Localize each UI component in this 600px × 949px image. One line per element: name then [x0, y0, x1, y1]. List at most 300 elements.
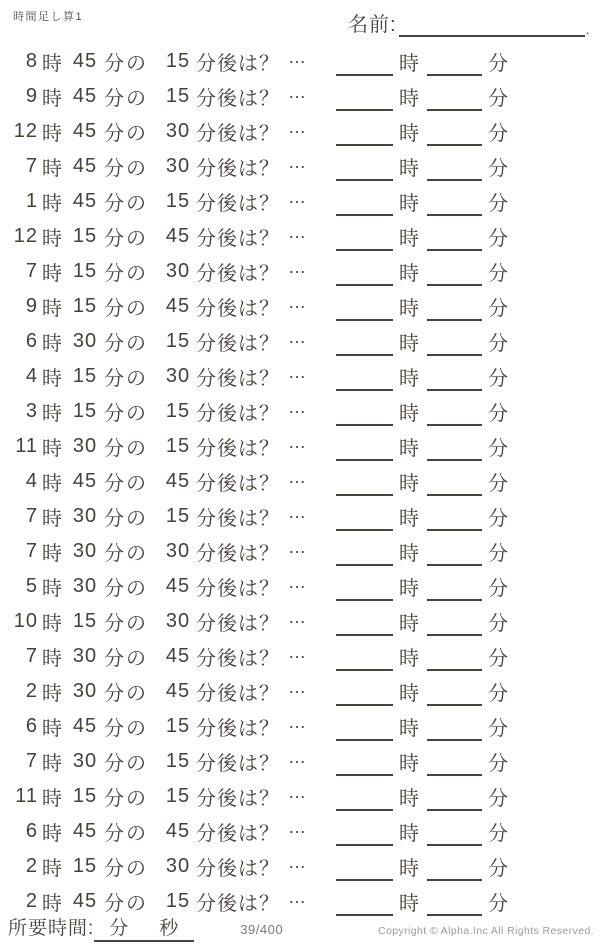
worksheet-title: 時間足し算1: [13, 11, 84, 23]
answer-hour-blank: [336, 249, 393, 251]
problem-start-minute: 30: [72, 645, 98, 667]
problem-start-minute: 45: [72, 890, 98, 912]
problem-after-minutes: 30: [165, 855, 191, 877]
problem-hour: 4: [25, 365, 38, 387]
after-question-label: 分後は？: [196, 893, 280, 915]
hour-unit-label: 時: [42, 88, 62, 110]
problem-start-minute: 15: [72, 785, 98, 807]
problem-row: [0, 534, 600, 569]
problem-hour: 7: [25, 645, 38, 667]
problem-hour: 7: [25, 260, 38, 282]
problem-hour: 9: [25, 85, 38, 107]
answer-minute-unit-label: 分: [488, 473, 508, 495]
answer-minute-unit-label: 分: [488, 333, 508, 355]
answer-hour-blank: [336, 739, 393, 741]
minute-of-label: 分の: [104, 473, 148, 495]
ellipsis: …: [288, 327, 306, 347]
answer-hour-blank: [336, 144, 393, 146]
problem-row: [0, 184, 600, 219]
after-question-label: 分後は？: [196, 228, 280, 250]
answer-minute-unit-label: 分: [488, 578, 508, 600]
ellipsis: …: [288, 257, 306, 277]
ellipsis: …: [288, 607, 306, 627]
problem-row: [0, 324, 600, 359]
problem-hour: 2: [25, 680, 38, 702]
answer-minute-unit-label: 分: [488, 753, 508, 775]
problem-start-minute: 15: [72, 260, 98, 282]
answer-minute-unit-label: 分: [488, 88, 508, 110]
answer-hour-blank: [336, 319, 393, 321]
after-question-label: 分後は？: [196, 823, 280, 845]
problem-row: [0, 464, 600, 499]
problem-start-minute: 15: [72, 365, 98, 387]
ellipsis: …: [288, 432, 306, 452]
problem-row: [0, 499, 600, 534]
answer-hour-unit-label: 時: [399, 753, 419, 775]
answer-hour-unit-label: 時: [399, 123, 419, 145]
problem-hour: 9: [25, 295, 38, 317]
elapsed-second-unit-label: 秒: [159, 918, 180, 939]
answer-hour-unit-label: 時: [399, 893, 419, 915]
after-question-label: 分後は？: [196, 368, 280, 390]
hour-unit-label: 時: [42, 578, 62, 600]
minute-of-label: 分の: [104, 88, 148, 110]
answer-minute-blank: [427, 564, 482, 566]
after-question-label: 分後は？: [196, 683, 280, 705]
answer-hour-unit-label: 時: [399, 718, 419, 740]
answer-minute-blank: [427, 634, 482, 636]
problem-after-minutes: 45: [165, 470, 191, 492]
hour-unit-label: 時: [42, 858, 62, 880]
answer-minute-unit-label: 分: [488, 788, 508, 810]
problem-start-minute: 45: [72, 155, 98, 177]
after-question-label: 分後は？: [196, 263, 280, 285]
problem-hour: 6: [25, 715, 38, 737]
hour-unit-label: 時: [42, 893, 62, 915]
answer-hour-unit-label: 時: [399, 438, 419, 460]
minute-of-label: 分の: [104, 718, 148, 740]
answer-minute-unit-label: 分: [488, 718, 508, 740]
answer-hour-unit-label: 時: [399, 648, 419, 670]
problem-after-minutes: 30: [165, 120, 191, 142]
problem-hour: 10: [13, 610, 38, 632]
problem-row: [0, 569, 600, 604]
answer-minute-unit-label: 分: [488, 543, 508, 565]
answer-hour-unit-label: 時: [399, 403, 419, 425]
hour-unit-label: 時: [42, 543, 62, 565]
answer-minute-blank: [427, 389, 482, 391]
problem-after-minutes: 30: [165, 365, 191, 387]
problem-start-minute: 30: [72, 330, 98, 352]
answer-minute-unit-label: 分: [488, 648, 508, 670]
answer-hour-unit-label: 時: [399, 543, 419, 565]
minute-of-label: 分の: [104, 368, 148, 390]
hour-unit-label: 時: [42, 403, 62, 425]
problem-after-minutes: 45: [165, 645, 191, 667]
problem-row: [0, 849, 600, 884]
minute-of-label: 分の: [104, 508, 148, 530]
problem-hour: 4: [25, 470, 38, 492]
problem-row: [0, 709, 600, 744]
hour-unit-label: 時: [42, 648, 62, 670]
ellipsis: …: [288, 677, 306, 697]
minute-of-label: 分の: [104, 158, 148, 180]
problem-hour: 12: [13, 120, 38, 142]
hour-unit-label: 時: [42, 718, 62, 740]
minute-of-label: 分の: [104, 298, 148, 320]
minute-of-label: 分の: [104, 753, 148, 775]
answer-hour-blank: [336, 704, 393, 706]
problem-hour: 7: [25, 750, 38, 772]
problem-after-minutes: 15: [165, 750, 191, 772]
answer-hour-blank: [336, 179, 393, 181]
problem-hour: 11: [15, 785, 38, 807]
problem-start-minute: 30: [72, 680, 98, 702]
answer-hour-blank: [336, 844, 393, 846]
problem-start-minute: 45: [72, 50, 98, 72]
after-question-label: 分後は？: [196, 123, 280, 145]
problem-after-minutes: 45: [165, 680, 191, 702]
ellipsis: …: [288, 817, 306, 837]
problem-row: [0, 814, 600, 849]
answer-minute-blank: [427, 179, 482, 181]
answer-hour-unit-label: 時: [399, 683, 419, 705]
hour-unit-label: 時: [42, 613, 62, 635]
answer-hour-blank: [336, 424, 393, 426]
ellipsis: …: [288, 852, 306, 872]
answer-hour-blank: [336, 494, 393, 496]
ellipsis: …: [288, 537, 306, 557]
after-question-label: 分後は？: [196, 438, 280, 460]
ellipsis: …: [288, 187, 306, 207]
answer-minute-blank: [427, 284, 482, 286]
answer-minute-unit-label: 分: [488, 893, 508, 915]
answer-hour-unit-label: 時: [399, 823, 419, 845]
problem-row: [0, 674, 600, 709]
after-question-label: 分後は？: [196, 333, 280, 355]
answer-minute-blank: [427, 74, 482, 76]
answer-hour-blank: [336, 214, 393, 216]
answer-hour-unit-label: 時: [399, 193, 419, 215]
after-question-label: 分後は？: [196, 718, 280, 740]
problem-row: [0, 779, 600, 814]
ellipsis: …: [288, 502, 306, 522]
answer-minute-unit-label: 分: [488, 298, 508, 320]
problem-row: [0, 289, 600, 324]
answer-minute-unit-label: 分: [488, 263, 508, 285]
answer-minute-blank: [427, 424, 482, 426]
answer-minute-blank: [427, 354, 482, 356]
answer-hour-unit-label: 時: [399, 858, 419, 880]
minute-of-label: 分の: [104, 893, 148, 915]
answer-minute-unit-label: 分: [488, 53, 508, 75]
answer-hour-unit-label: 時: [399, 333, 419, 355]
problem-row: [0, 394, 600, 429]
answer-hour-unit-label: 時: [399, 613, 419, 635]
problem-start-minute: 15: [72, 295, 98, 317]
hour-unit-label: 時: [42, 823, 62, 845]
problem-hour: 1: [25, 190, 38, 212]
answer-minute-unit-label: 分: [488, 508, 508, 530]
hour-unit-label: 時: [42, 123, 62, 145]
after-question-label: 分後は？: [196, 858, 280, 880]
problem-after-minutes: 15: [165, 400, 191, 422]
hour-unit-label: 時: [42, 333, 62, 355]
problem-after-minutes: 45: [165, 225, 191, 247]
answer-hour-unit-label: 時: [399, 578, 419, 600]
minute-of-label: 分の: [104, 648, 148, 670]
answer-hour-unit-label: 時: [399, 158, 419, 180]
answer-hour-blank: [336, 529, 393, 531]
after-question-label: 分後は？: [196, 193, 280, 215]
answer-minute-unit-label: 分: [488, 823, 508, 845]
after-question-label: 分後は？: [196, 648, 280, 670]
page-indicator: 39/400: [240, 922, 284, 937]
answer-hour-blank: [336, 599, 393, 601]
answer-hour-unit-label: 時: [399, 368, 419, 390]
problem-hour: 11: [15, 435, 38, 457]
minute-of-label: 分の: [104, 228, 148, 250]
answer-hour-unit-label: 時: [399, 298, 419, 320]
minute-of-label: 分の: [104, 683, 148, 705]
hour-unit-label: 時: [42, 753, 62, 775]
problem-after-minutes: 15: [165, 505, 191, 527]
answer-minute-blank: [427, 844, 482, 846]
answer-minute-blank: [427, 319, 482, 321]
answer-minute-blank: [427, 109, 482, 111]
problem-after-minutes: 15: [165, 785, 191, 807]
problem-start-minute: 45: [72, 85, 98, 107]
minute-of-label: 分の: [104, 438, 148, 460]
problem-start-minute: 30: [72, 575, 98, 597]
after-question-label: 分後は？: [196, 788, 280, 810]
answer-hour-blank: [336, 634, 393, 636]
after-question-label: 分後は？: [196, 298, 280, 320]
hour-unit-label: 時: [42, 508, 62, 530]
ellipsis: …: [288, 572, 306, 592]
answer-minute-unit-label: 分: [488, 438, 508, 460]
after-question-label: 分後は？: [196, 158, 280, 180]
problem-row: [0, 429, 600, 464]
answer-minute-blank: [427, 809, 482, 811]
minute-of-label: 分の: [104, 858, 148, 880]
after-question-label: 分後は？: [196, 53, 280, 75]
after-question-label: 分後は？: [196, 403, 280, 425]
ellipsis: …: [288, 222, 306, 242]
problem-after-minutes: 30: [165, 540, 191, 562]
ellipsis: …: [288, 47, 306, 67]
answer-minute-unit-label: 分: [488, 683, 508, 705]
problem-start-minute: 45: [72, 470, 98, 492]
hour-unit-label: 時: [42, 228, 62, 250]
answer-minute-unit-label: 分: [488, 193, 508, 215]
hour-unit-label: 時: [42, 788, 62, 810]
problem-hour: 5: [25, 575, 38, 597]
hour-unit-label: 時: [42, 438, 62, 460]
answer-minute-blank: [427, 214, 482, 216]
problem-after-minutes: 15: [165, 50, 191, 72]
problem-row: [0, 79, 600, 114]
ellipsis: …: [288, 117, 306, 137]
answer-hour-unit-label: 時: [399, 228, 419, 250]
minute-of-label: 分の: [104, 823, 148, 845]
problem-start-minute: 15: [72, 225, 98, 247]
footer: [0, 913, 594, 942]
problem-row: [0, 44, 600, 79]
problem-row: [0, 149, 600, 184]
answer-hour-unit-label: 時: [399, 88, 419, 110]
problem-start-minute: 15: [72, 610, 98, 632]
answer-hour-blank: [336, 809, 393, 811]
answer-minute-unit-label: 分: [488, 858, 508, 880]
minute-of-label: 分の: [104, 788, 148, 810]
after-question-label: 分後は？: [196, 508, 280, 530]
ellipsis: …: [288, 467, 306, 487]
name-line-end-mark: .: [585, 21, 590, 37]
answer-minute-blank: [427, 739, 482, 741]
answer-minute-unit-label: 分: [488, 123, 508, 145]
answer-minute-unit-label: 分: [488, 158, 508, 180]
answer-minute-blank: [427, 669, 482, 671]
elapsed-minute-unit-label: 分: [109, 918, 130, 939]
problem-start-minute: 30: [72, 435, 98, 457]
answer-hour-unit-label: 時: [399, 263, 419, 285]
hour-unit-label: 時: [42, 53, 62, 75]
hour-unit-label: 時: [42, 263, 62, 285]
answer-minute-blank: [427, 704, 482, 706]
answer-hour-blank: [336, 74, 393, 76]
answer-minute-unit-label: 分: [488, 228, 508, 250]
ellipsis: …: [288, 747, 306, 767]
answer-minute-unit-label: 分: [488, 368, 508, 390]
elapsed-time-blank: [94, 913, 194, 942]
answer-hour-blank: [336, 774, 393, 776]
problem-row: [0, 604, 600, 639]
answer-hour-blank: [336, 284, 393, 286]
ellipsis: …: [288, 292, 306, 312]
name-entry-line[interactable]: [399, 15, 585, 37]
problem-hour: 8: [25, 50, 38, 72]
after-question-label: 分後は？: [196, 543, 280, 565]
answer-minute-blank: [427, 879, 482, 881]
problem-after-minutes: 15: [165, 890, 191, 912]
after-question-label: 分後は？: [196, 753, 280, 775]
problem-row: [0, 114, 600, 149]
problem-hour: 2: [25, 855, 38, 877]
problem-after-minutes: 45: [165, 295, 191, 317]
problem-hour: 3: [25, 400, 38, 422]
answer-minute-blank: [427, 459, 482, 461]
elapsed-time-label: 所要時間:: [8, 918, 95, 939]
answer-minute-blank: [427, 494, 482, 496]
answer-minute-blank: [427, 144, 482, 146]
ellipsis: …: [288, 152, 306, 172]
copyright-text: Copyright © Alpha.Inc All Rights Reserved.: [378, 925, 594, 937]
problem-hour: 2: [25, 890, 38, 912]
hour-unit-label: 時: [42, 368, 62, 390]
problem-after-minutes: 15: [165, 435, 191, 457]
minute-of-label: 分の: [104, 193, 148, 215]
problem-after-minutes: 15: [165, 330, 191, 352]
minute-of-label: 分の: [104, 333, 148, 355]
answer-hour-unit-label: 時: [399, 508, 419, 530]
answer-minute-blank: [427, 529, 482, 531]
name-block: [348, 8, 589, 37]
answer-minute-blank: [427, 774, 482, 776]
problem-start-minute: 45: [72, 120, 98, 142]
problem-after-minutes: 30: [165, 610, 191, 632]
minute-of-label: 分の: [104, 403, 148, 425]
answer-hour-blank: [336, 564, 393, 566]
hour-unit-label: 時: [42, 473, 62, 495]
answer-hour-blank: [336, 109, 393, 111]
answer-minute-unit-label: 分: [488, 613, 508, 635]
ellipsis: …: [288, 397, 306, 417]
answer-hour-blank: [336, 459, 393, 461]
problem-row: [0, 744, 600, 779]
problem-start-minute: 45: [72, 715, 98, 737]
problem-start-minute: 30: [72, 750, 98, 772]
problem-row: [0, 639, 600, 674]
problem-hour: 6: [25, 820, 38, 842]
answer-hour-blank: [336, 669, 393, 671]
problem-row: [0, 219, 600, 254]
problem-start-minute: 15: [72, 400, 98, 422]
after-question-label: 分後は？: [196, 613, 280, 635]
problem-after-minutes: 15: [165, 190, 191, 212]
answer-hour-blank: [336, 389, 393, 391]
problem-after-minutes: 15: [165, 85, 191, 107]
ellipsis: …: [288, 642, 306, 662]
minute-of-label: 分の: [104, 543, 148, 565]
minute-of-label: 分の: [104, 578, 148, 600]
hour-unit-label: 時: [42, 158, 62, 180]
problem-start-minute: 45: [72, 820, 98, 842]
ellipsis: …: [288, 362, 306, 382]
after-question-label: 分後は？: [196, 473, 280, 495]
minute-of-label: 分の: [104, 123, 148, 145]
hour-unit-label: 時: [42, 298, 62, 320]
problem-after-minutes: 30: [165, 155, 191, 177]
ellipsis: …: [288, 82, 306, 102]
hour-unit-label: 時: [42, 683, 62, 705]
problem-start-minute: 15: [72, 855, 98, 877]
problem-hour: 6: [25, 330, 38, 352]
answer-hour-blank: [336, 354, 393, 356]
problem-row: [0, 254, 600, 289]
problem-start-minute: 45: [72, 190, 98, 212]
answer-hour-unit-label: 時: [399, 473, 419, 495]
minute-of-label: 分の: [104, 613, 148, 635]
name-label: 名前:: [348, 14, 397, 36]
problem-hour: 7: [25, 505, 38, 527]
problems-list: [0, 44, 600, 919]
problem-row: [0, 359, 600, 394]
answer-minute-blank: [427, 249, 482, 251]
minute-of-label: 分の: [104, 263, 148, 285]
problem-after-minutes: 45: [165, 575, 191, 597]
ellipsis: …: [288, 887, 306, 907]
problem-after-minutes: 15: [165, 715, 191, 737]
answer-minute-unit-label: 分: [488, 403, 508, 425]
answer-hour-blank: [336, 879, 393, 881]
ellipsis: …: [288, 712, 306, 732]
after-question-label: 分後は？: [196, 88, 280, 110]
minute-of-label: 分の: [104, 53, 148, 75]
problem-after-minutes: 45: [165, 820, 191, 842]
problem-start-minute: 30: [72, 505, 98, 527]
problem-after-minutes: 30: [165, 260, 191, 282]
